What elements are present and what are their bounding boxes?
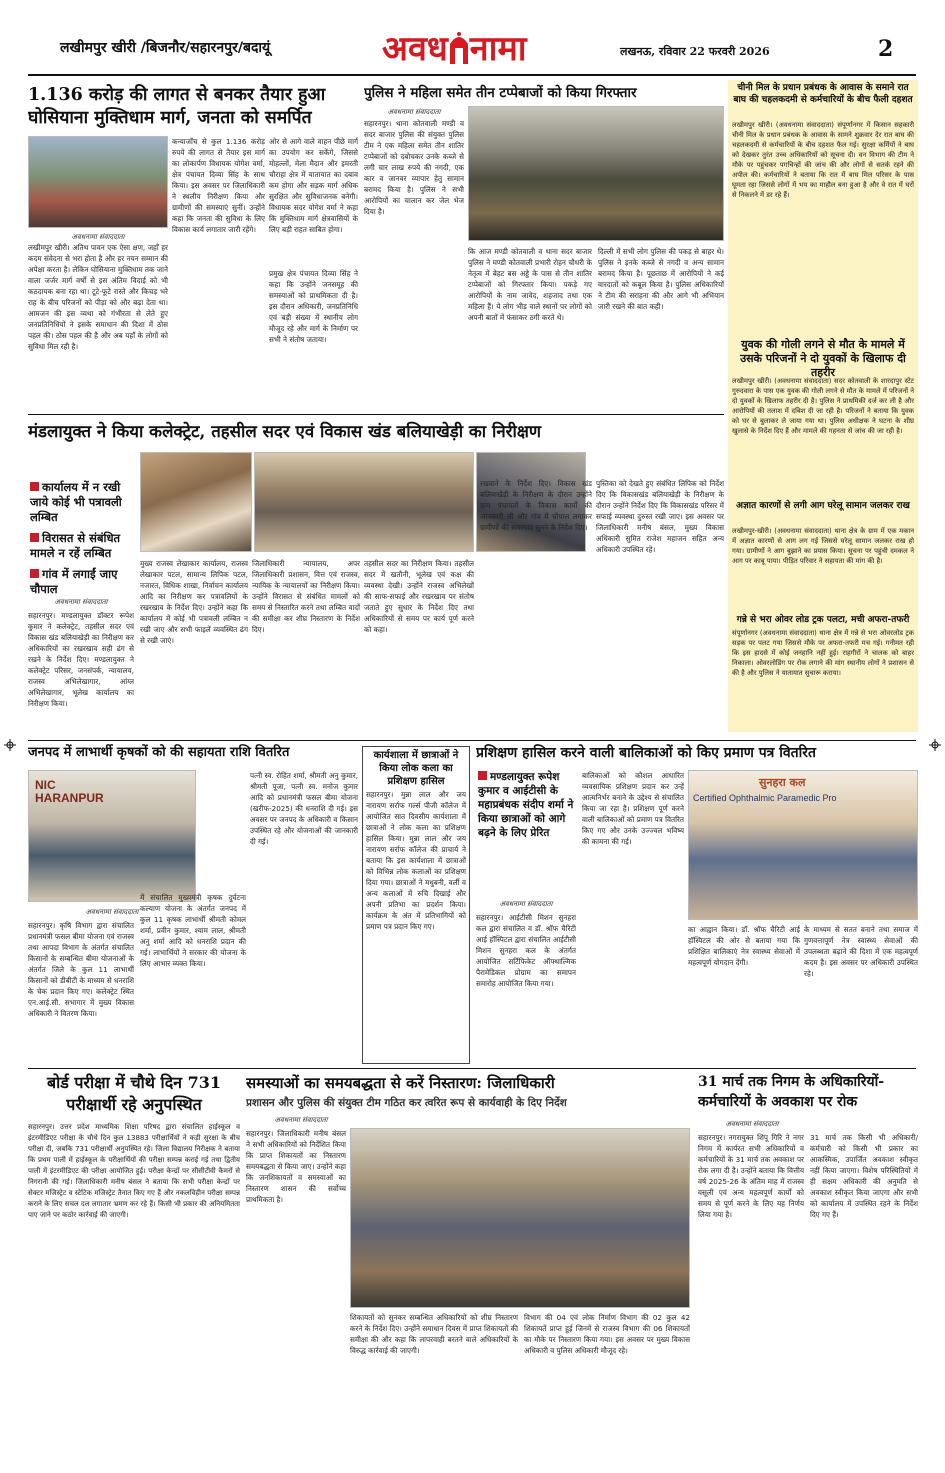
- byline: अवधनामा संवाददाता: [387, 108, 441, 116]
- photo-banner-text: सुनहरा कल: [759, 776, 806, 789]
- truck-body: संपूर्णानगर (अवधनामा संवाददाता) थाना क्षेत्र में गन्ने से भरा ओवरलोड ट्रक सड़क पर पलट गया जिससे मौके पर अफरा-तफरी मच गई। गनीमत रही कि इस हादसे में कोई जनहानि नहीं हुई। राहगीरों ने चालक को बाहर निकाला। ओवरलोडिंग पर रोक लगाने की मांग स्थानीय लोगों ने प्रशासन से की है और पुलिस ने यातायात सुचारू कराया।: [732, 629, 914, 677]
- shooting-headline: युवक की गोली लगने से मौत के मामले में उसके परिजनों ने दो युवकों के खिलाफ दी तहरीर: [740, 338, 906, 379]
- article-headline: 31 मार्च तक निगम के अधिकारियों-कर्मचारियों के अवकाश पर रोक: [698, 1074, 885, 1110]
- article-folk-art-workshop: [362, 746, 470, 1064]
- article-muktidham-col4: प्रमुख क्षेत्र पंचायत दिव्या सिंह ने कहा कि उन्होंने जनसमूह की समस्याओं को प्राथमिकता दी है। इस दौरान अधिकारी, जनप्रतिनिधि एवं बड़ी संख्या में स्थानीय लोग मौजूद रहे और मार्ग के निर्माण पर सभी ने संतोष जताया।: [269, 269, 358, 344]
- article-body-col1: सहारनपुर। कृषि विभाग द्वारा संचालित प्रधानमंत्री फसल बीमा योजना एवं राजस्व तथा आपदा विभाग के अंतर्गत संचालित किसानों के सम्बन्धित बीमा योजनाओं के अंतर्गत जिले के कुल 11 लाभार्थी किसानों को डीबीटी के माध्यम से धनराशि के चेक प्रदान किए गए। कलेक्ट्रेट स्थित एन.आई.सी. सभागार में मुख्य विकास अधिकारी ने वितरण किया।: [28, 921, 134, 1018]
- fire-headline: अज्ञात कारणों से लगी आग घरेलू सामान जलकर राख: [736, 501, 910, 511]
- crosshair-icon: [929, 736, 941, 748]
- article-body-col4: के माध्यम से सतत बनाने तथा समाज में गुणवत्तापूर्ण नेत्र स्वास्थ्य सेवाओं की उपलब्धता बढ़ाने की दिशा में एक महत्वपूर्ण कदम है। इस अवसर पर अधिकारी उपस्थित रहे।: [804, 925, 918, 978]
- masthead-rule: [28, 74, 916, 76]
- tiger-body: लखीमपुर खीरी। (अवधनामा संवाददाता) संपूर्णानगर में किसान सहकारी चीनी मिल के प्रधान प्रबंधक के आवास के सामने शुक्रवार देर रात बाघ की चहलकदमी से कर्मचारियों के बीच दहशत फैल गई। सुरक्षा कर्मियों ने बाघ को देखकर तुरंत उच्च अधिकारियों को सूचना दी। वन विभाग की टीम ने मौके पर पहुंचकर पगचिन्हों की जांच की और लोगों से सतर्क रहने की अपील की। कर्मचारियों ने बताया कि रात में बाघ मिल परिसर के पास घूमता रहा जिससे लोगों में भय का माहौल बना हुआ है और वे रात में घरों से निकलने में डर रहे हैं।: [732, 121, 914, 199]
- logo-left-text: अवध: [382, 29, 448, 69]
- divider: [28, 414, 724, 415]
- article-photo: [350, 1128, 690, 1308]
- crosshair-icon: [4, 736, 16, 748]
- red-square-icon: [30, 569, 39, 578]
- article-body-col3: विभाग की 04 एवं लोक निर्माण विभाग की 02 कुल 42 शिकायतें प्राप्त हुई जिनमें से राजस्व विभाग की 06 शिकायतों का मौके पर निस्तारण किया गया। इस अवसर पर मुख्य विकास अधिकारी व पुलिस अधिकारी मौजूद रहे।: [524, 1313, 690, 1355]
- truck-headline: गन्ने से भरा ओवर लोड ट्रक पलटा, मची अफरा-तफरी: [736, 615, 910, 625]
- logo-dome-icon: [448, 30, 470, 64]
- shooting-body: लखीमपुर खीरी। (अवधनामा संवाददाता) सदर कोतवाली के शारदापुर स्टेट गुरुदवारा के पास एक युवक की गोली लगने से मौत के मामले में परिजनों ने दो युवकों के खिलाफ तहरीर दी है। पुलिस ने प्राथमिकी दर्ज कर ली है और आरोपियों की तलाश में दबिश दी जा रही है। परिजनों ने बताया कि युवक को घर से बुलाकर ले जाया गया था। पुलिस अधीक्षक ने घटना के शीघ्र खुलासे के निर्देश दिए हैं और मामले की गहनता से जांच की जा रही है।: [732, 377, 914, 435]
- article-certificate-distribution: [476, 742, 918, 1064]
- article-body-col2: कन्याजाँच से कुल 1.136 करोड़ रुपये की लागत से तैयार इस मार्ग का लोकार्पण विधायक योगेश वर्मा, क्षेत्र पंचायत दिव्या सिंह के साथ किया। इस अवसर पर जिलाधिकारी ने स्थलीय निरीक्षण किया और ग्रामीणों की समस्याएं सुनीं। उन्होंने कहा कि जनता की सुविधा के लिए विकास कार्य लगातार जारी रहेंगे।: [172, 137, 265, 234]
- article-body-col1: सहारनपुर। थाना कोतवाली मण्डी व सदर बाजार पुलिस की संयुक्त पुलिस टीम ने एक महिला समेत तीन शातिर टप्पेबाजों को दबोचकर उनके कब्जे से लगी चार लाख रुपये की नगदी, एक कार व जानवर व्यापार हेतु सामान बरामद किया है। पुलिस ने सभी आरोपियों का चालान कर जेल भेज दिया है।: [364, 119, 464, 216]
- article-body-col3: दिल्ली में सभी लोग पुलिस की पकड़ से बाहर थे। पुलिस ने इनके कब्जे से नगदी व अन्य सामान बरामद किया है। पूछताछ में आरोपियों ने कई वारदातों को कबूल किया है। पुलिस अधिकारियों ने टीम की सराहना की और आगे भी अभियान जारी रखने की बात कही।: [598, 247, 724, 311]
- article-headline: जनपद में लाभार्थी कृषकों को की सहायता राशि वितरित: [28, 745, 290, 760]
- article-body-col1: सहारनपुर। मण्डलायुक्त डॉक्टर रूपेश कुमार ने कलेक्ट्रेट, तहसील सदर एवं विकास खंड बलियाखेड़ी का निरीक्षण कर अधिकारियों का रखरखाव सही ढंग से रखने के निर्देश दिए। मण्डलायुक्त ने कलेक्ट्रेट परिसर, जनसंपर्क, न्यायालय, राजस्व अभिलेखागार, आंग्ल अभिलेखागार, भूलेख कार्यालय का निरीक्षण किया।: [28, 611, 134, 708]
- article-body-col3: जिलाधिकारी न्यायालय, अपर जिलाधिकारी प्रशासन, वित्त एवं राजस्व, न्यायिक के न्यायालयों का निरीक्षण किया। उन्होंने विरासत से संबंधित मामलों को समय से निस्तारित करने तथा लम्बित वादों की समीक्षा कर शीघ्र निस्तारण के निर्देश दिए।: [252, 559, 360, 634]
- article-body-col4: तहसील सदर का निरीक्षण किया। तहसील सदर में खतौनी, भूलेख एवं कक्ष की व्यवस्था देखी। उन्होंने राजस्व अभिलेखों की साफ-सफाई और रखरखाव पर संतोष जताते हुए सुधार के निर्देश दिए तथा अधिकारियों से समय पर कार्य पूर्ण करने को कहा।: [364, 559, 474, 634]
- article-body-col5: रखवाने के निर्देश दिए। विकास खंड बलियाखेड़ी के निरीक्षण के दौरान उन्होंने ग्राम पंचायतों के विकास कार्यों की जानकारी ली और गांव में चौपाल लगाकर ग्रामीणों की समस्याएं सुनने के निर्देश दिए।: [480, 479, 592, 532]
- article-headline: 1.136 करोड़ की लागत से बनकर तैयार हुआ घोसियाना मुक्तिधाम मार्ग, जनता को समर्पित: [28, 85, 326, 128]
- byline: अवधनामा संवाददाता: [499, 900, 553, 908]
- article-photo-center: [254, 452, 474, 552]
- masthead-logo: [382, 26, 572, 72]
- divider: [28, 740, 916, 741]
- logo-right-text: नामा: [469, 29, 527, 69]
- article-headline: मंडलायुक्त ने किया कलेक्ट्रेट, तहसील सदर एवं विकास खंड बलियाखेड़ी का निरीक्षण: [28, 421, 542, 441]
- photo-banner-text: NIC HARANPUR: [35, 778, 104, 805]
- masthead: [0, 0, 945, 82]
- article-body-col2: बालिकाओं को कौशल आधारित व्यवसायिक प्रशिक्षण प्रदान कर उन्हें आत्मनिर्भर बनाने के उद्देश्य से संचालित किया जा रहा है। प्रशिक्षण पूर्ण करने वाली बालिकाओं को प्रमाण पत्र वितरित किए गए और उनके उज्ज्वल भविष्य की कामना की गई।: [582, 771, 684, 846]
- article-headline: कार्यशाला में छात्राओं ने किया लोक कला का प्रशिक्षण हासिल: [373, 750, 459, 787]
- article-body-col1: सहारनपुर। आईटीसी मिशन सुनहरा कल द्वारा संचालित व डॉ. श्रॉफ चैरिटी आई हॉस्पिटल द्वारा संचालित आईटीसी मिशन सुनहरा कल के अंतर्गत आयोजित सर्टिफिकेट ऑफ्थाल्मिक पैरामेडिकल प्रोग्राम का समापन समारोह आयोजित किया गया।: [476, 913, 576, 988]
- article-body-col1: लखीमपुर खीरी। अतिथ पावन एक ऐसा क्षण, जहाँ हर कदम संवेदना से भरा होता है और हर नयन सम्मान की अपेक्षा करता है। लेकिन घोसियाना मुक्तिधाम तक जाने वाला जर्जर मार्ग वर्षों से इस अंतिम विदाई को भी कठदायक बना रहा था। टूटे-फूटे रास्ते और किचड़ भरे राह के बीच परिजनों को पीड़ा को और बढ़ा देता था। आमजन की इस व्यथा को गंभीरता से लेते हुए जनप्रतिनिधियों ने इसके समाधान की दिशा में ठोस पहल की। ठोस पहल की है और अब यहाँ के लोगों को सुविधा मिल रही है।: [28, 243, 168, 351]
- masthead-dateline: लखनऊ, रविवार 22 फरवरी 2026: [620, 45, 770, 58]
- article-leave-ban: [698, 1072, 918, 1462]
- masthead-cities: लखीमपुर खीरी /बिजनौर/सहारनपुर/बदायूं: [60, 40, 271, 56]
- byline: अवधनामा संवाददाता: [71, 233, 125, 241]
- red-square-icon: [478, 771, 487, 780]
- byline: अवधनामा संवाददाता: [85, 908, 139, 916]
- tiger-headline: चीनी मिल के प्रधान प्रबंधक के आवास के समाने रात बाघ की चहलकदमी से कर्मचारियों के बीच फैली दहशत: [733, 83, 913, 105]
- article-police-arrest: [364, 84, 724, 412]
- red-square-icon: [30, 533, 39, 542]
- photo-banner-text-2: Certified Ophthalmic Paramedic Pro: [693, 793, 837, 803]
- bullet-list: [30, 480, 134, 597]
- bullet-item: मण्डलायुक्त रूपेश कुमार व आईटीसी के महाप्रबंधक संदीप शर्मा ने किया छात्राओं को आगे बढ़ने के लिए प्रेरित: [478, 771, 574, 839]
- byline: अवधनामा संवाददाता: [725, 1120, 779, 1128]
- article-photo: [28, 770, 196, 902]
- article-headline: बोर्ड परीक्षा में चौथे दिन 731 परीक्षार्थी रहे अनुपस्थित: [46, 1073, 222, 1114]
- article-commissioner-inspection: [28, 418, 724, 732]
- article-headline: समस्याओं का समयबद्धता से करें निस्तारण: जिलाधिकारी: [246, 1074, 555, 1092]
- article-body-col3: ओर से आगे वाले वाहन पीछे मार्ग का उपयोग कर सकेंगे, जिससे मोहल्लों, मेला मैदान और इमरती चौराहा क्षेत्र में यातायात का दबाव कम होगा और सड़क मार्ग अधिक सुरक्षित और सुविधाजनक बनेगी। विधायक सदर योगेश वर्मा ने कहा कि मुक्तिधाम मार्ग क्षेत्रवासियों के लिए बड़ी राहत साबित होगा।: [269, 137, 358, 234]
- page-number: 2: [878, 36, 894, 62]
- red-square-icon: [30, 482, 39, 491]
- article-dm-grievance: [246, 1072, 690, 1462]
- article-farmer-assistance: [28, 742, 358, 1064]
- article-photo: [468, 106, 724, 241]
- article-body-col2: 31 मार्च तक किसी भी अधिकारी/कर्मचारी को किसी भी प्रकार का आकस्मिक, उपार्जित अवकाश स्वीकृत नहीं किया जाएगा। विशेष परिस्थितियों में ही सक्षम अधिकारी की अनुमति से अवकाश स्वीकृत किया जाएगा और सभी को कार्यालय में उपस्थित रहने के निर्देश दिए गए हैं।: [810, 1133, 918, 1219]
- bullet-item: विरासत से संबंधित मामले न रहें लम्बित: [30, 531, 121, 560]
- bullet-item: कार्यालय में न रखी जाये कोई भी पत्रावली लम्बित: [30, 480, 122, 524]
- article-body-col2: मुख्य राजस्व लेखाकार कार्यालय, राजस्व लेखाकार पटल, सामान्य लिपिक पटल, नजारत, विधिक शाखा, निर्वाचन कार्यालय आदि का निरीक्षण कर पत्रावलियों के रखरखाव के निर्देश दिए। उन्होंने कहा कि कार्यालय में कोई भी पत्रावली लम्बित न रखी जाए और सभी फाइलें व्यवस्थित ढंग से रखी जाएं।: [140, 559, 248, 645]
- article-body-col2: शिकायतों को सुनकर सम्बन्धित अधिकारियों को शीघ्र निस्तारण करने के निर्देश दिए। उन्होंने समाधान दिवस में प्राप्त शिकायतों की समीक्षा की और कहा कि लापरवाही बरतने वाले अधिकारियों के विरुद्ध कार्रवाई की जाएगी।: [350, 1313, 518, 1355]
- fire-body: लखीमपुर-खीरी। (अवधनामा संवाददाता) थाना क्षेत्र के ग्राम में एक मकान में अज्ञात कारणों से आग लग गई जिससे घरेलू सामान जलकर राख हो गया। ग्रामीणों ने आग बुझाने का प्रयास किया। सूचना पर पहुंची दमकल ने आग पर काबू पाया। पीड़ित परिवार ने सहायता की मांग की है।: [732, 527, 914, 565]
- article-body-col1: सहारनपुर। नगरायुक्त शिपू गिरि ने नगर निगम में कार्यरत सभी अधिकारियों व कर्मचारियों के 31 मार्च तक अवकाश पर रोक लगा दी है। उन्होंने बताया कि वित्तीय वर्ष 2025-26 के अंतिम माह में राजस्व वसूली एवं अन्य महत्वपूर्ण कार्यों को समय से पूर्ण करने के लिए यह निर्णय लिया गया है।: [698, 1133, 804, 1219]
- article-board-exam: [28, 1072, 240, 1462]
- article-body: सहारनपुर। मुन्ना लाल और जय नारायण सर्राफ गर्ल्स पीजी कॉलेज में आयोजित सात दिवसीय कार्यशाला में छात्राओं ने लोक कला का प्रशिक्षण हासिल किया। मुन्ना लाल और जय नारायण सर्राफ कॉलेज की प्राचार्य ने बताया कि इस कार्यशाला में छात्राओं को विभिन्न लोक कलाओं का प्रशिक्षण दिया गया। छात्राओं ने मधुबनी, वर्ली व अन्य कलाओं में रुचि दिखाई और अपनी प्रतिभा का प्रदर्शन किया। कार्यक्रम के अंत में प्रतिभागियों को प्रमाण पत्र प्रदान किए गए।: [366, 790, 466, 931]
- divider: [28, 1068, 916, 1069]
- article-photo: [688, 770, 918, 920]
- article-subhead: प्रशासन और पुलिस की संयुक्त टीम गठित कर त्वरित रूप से कार्यवाही के दिए निर्देश: [246, 1097, 567, 1109]
- bullet-item: गांव में लगाईं जाए चौपाल: [30, 567, 118, 596]
- article-photo: [28, 136, 168, 228]
- byline: अवधनामा संवाददाता: [274, 1116, 328, 1124]
- article-body-col3: का आह्वान किया। डॉ. श्रॉफ चैरिटी आई हॉस्पिटल की ओर से बताया गया कि प्रशिक्षित बालिकाएं नेत्र स्वास्थ्य सेवाओं में महत्वपूर्ण योगदान देंगी।: [688, 925, 800, 967]
- article-body: सहारनपुर। उत्तर प्रदेश माध्यमिक शिक्षा परिषद द्वारा संचालित हाईस्कूल व इंटरमीडिएट परीक्षा के चौथे दिन कुल 13883 परीक्षार्थियों ने कड़ी सुरक्षा के बीच परीक्षा दी, जबकि 731 परीक्षार्थी अनुपस्थित रहे। जिला विद्यालय निरीक्षक ने बताया कि प्रथम पाली में हाईस्कूल के परीक्षार्थियों की परीक्षा सम्पन्न कराई गई तथा द्वितीय पाली में इंटरमीडिएट की परीक्षा आयोजित हुई। परीक्षा केन्द्रों पर सीसीटीवी कैमरों से निगरानी की गई। जिलाधिकारी मनीष बंसल ने बताया कि सभी परीक्षा केन्द्रों पर सेक्टर मजिस्ट्रेट व स्टेटिक मजिस्ट्रेट तैनात किए गए हैं और नकलविहीन परीक्षा सम्पन्न कराने के लिए सचल दल लगातार भ्रमण कर रहे हैं। किसी भी प्रकार की अनियमितता पाए जाने पर कठोर कार्रवाई की जाएगी।: [28, 1123, 240, 1219]
- right-column-box: [728, 80, 918, 732]
- article-body-col1: सहारनपुर। जिलाधिकारी मनीष बंसल ने सभी अधिकारियों को निर्देशित किया कि प्राप्त शिकायतों का निस्तारण समयबद्धता से किया जाए। उन्होंने कहा कि जनशिकायतों व समस्याओं का निस्तारण शासन की सर्वोच्च प्राथमिकता है।: [246, 1129, 346, 1204]
- byline: अवधनामा संवाददाता: [54, 598, 108, 606]
- article-photo-left: [140, 452, 252, 552]
- article-headline: पुलिस ने महिला समेत तीन टप्पेबाजों को किया गिरफ्तार: [364, 85, 637, 101]
- article-body-col2: कि आज मण्डी कोतवाली व थाना सदर बाजार पुलिस ने मण्डी कोतवाली प्रभारी रोहन चौधरी के नेतृत्व में बेहट बस अड्डे के पास से तीन शातिर टप्पेबाजों को गिरफ्तार किया। पकड़े गए आरोपियों के नाम जावेद, शहजाद तथा एक महिला हैं। ये लोग भीड़ वाले स्थानों पर लोगों को अपनी बातों में फंसाकर ठगी करते थे।: [468, 247, 592, 322]
- article-body-col2: में संचालित मुख्यमंत्री कृषक दुर्घटना कल्याण योजना के अंतर्गत जनपद में कुल 11 कृषक लाभार्थी श्रीमती कोमल शर्मा, प्रवीन कुमार, श्याम लाल, श्रीमती अनु शर्मा आदि को धनराशि प्रदान की गई। लाभार्थियों ने सरकार की योजना के लिए आभार व्यक्त किया।: [140, 893, 246, 968]
- article-headline: प्रशिक्षण हासिल करने वाली बालिकाओं को किए प्रमाण पत्र वितरित: [476, 745, 816, 761]
- article-body-col3: पत्नी स्व. रोहित शर्मा, श्रीमती अनु कुमार, श्रीमती पूजा, पत्नी स्व. मनोज कुमार आदि को प्रधानमंत्री फसल बीमा योजना (खरीफ-2025) की धनराशि दी गई। इस अवसर पर जनपद के अधिकारी व किसान उपस्थित रहे और योजनाओं की जानकारी दी गई।: [250, 771, 358, 846]
- article-body-col6: पुस्तिका को देखते हुए संबंधित लिपिक को निर्देश दिए कि विकासखंड बलियाखेड़ी के निरीक्षण के दौरान उन्होंने निर्देश दिए कि विकासखंड परिसर में सफाई व्यवस्था दुरुस्त रखी जाए। इस अवसर पर जिलाधिकारी मनीष बंसल, मुख्य विकास अधिकारी सुमित राजेश महाजन सहित अन्य अधिकारी उपस्थित रहे।: [596, 479, 724, 554]
